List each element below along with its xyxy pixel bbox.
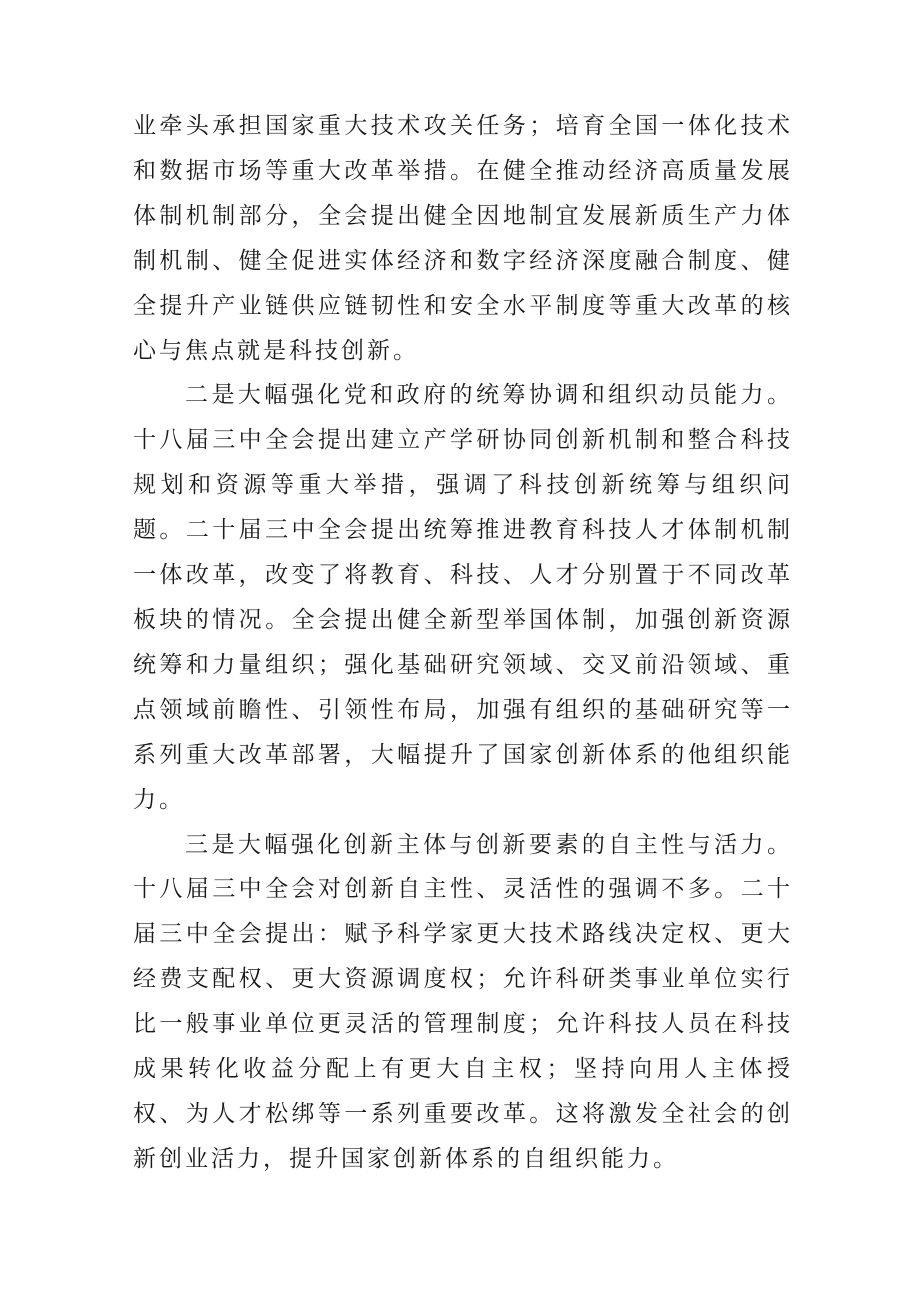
paragraph-point-three: 三是大幅强化创新主体与创新要素的自主性与活力。十八届三中全会对创新自主性、灵活性的强调不多。二十届三中全会提出：赋予科学家更大技术路线决定权、更大经费支配权、更大资源调度权；允许科研类事业单位实行比一般事业单位更灵活的管理制度；允许科技人员在科技成果转化收益分配上有更大自主权；坚持向用人主体授权、为人才松绑等一系列重要改革。这将激发全社会的创新创业活力，提升国家创新体系的自组织能力。 <box>133 831 793 1172</box>
document-body <box>133 104 793 1182</box>
paragraph-continued: 业牵头承担国家重大技术攻关任务；培育全国一体化技术和数据市场等重大改革举措。在健全推动经济高质量发展体制机制部分，全会提出健全因地制宜发展新质生产力体制机制、健全促进实体经济和数字经济深度融合制度、健全提升产业链供应链韧性和安全水平制度等重大改革的核心与焦点就是科技创新。 <box>133 113 793 364</box>
paragraph-point-two: 二是大幅强化党和政府的统筹协调和组织动员能力。十八届三中全会提出建立产学研协同创新机制和整合科技规划和资源等重大举措，强调了科技创新统筹与组织问题。二十届三中全会提出统筹推进教育科技人才体制机制一体改革，改变了将教育、科技、人才分别置于不同改革板块的情况。全会提出健全新型举国体制，加强创新资源统筹和力量组织；强化基础研究领域、交叉前沿领域、重点领域前瞻性、引领性布局，加强有组织的基础研究等一系列重大改革部署，大幅提升了国家创新体系的他组织能力。 <box>133 382 793 813</box>
